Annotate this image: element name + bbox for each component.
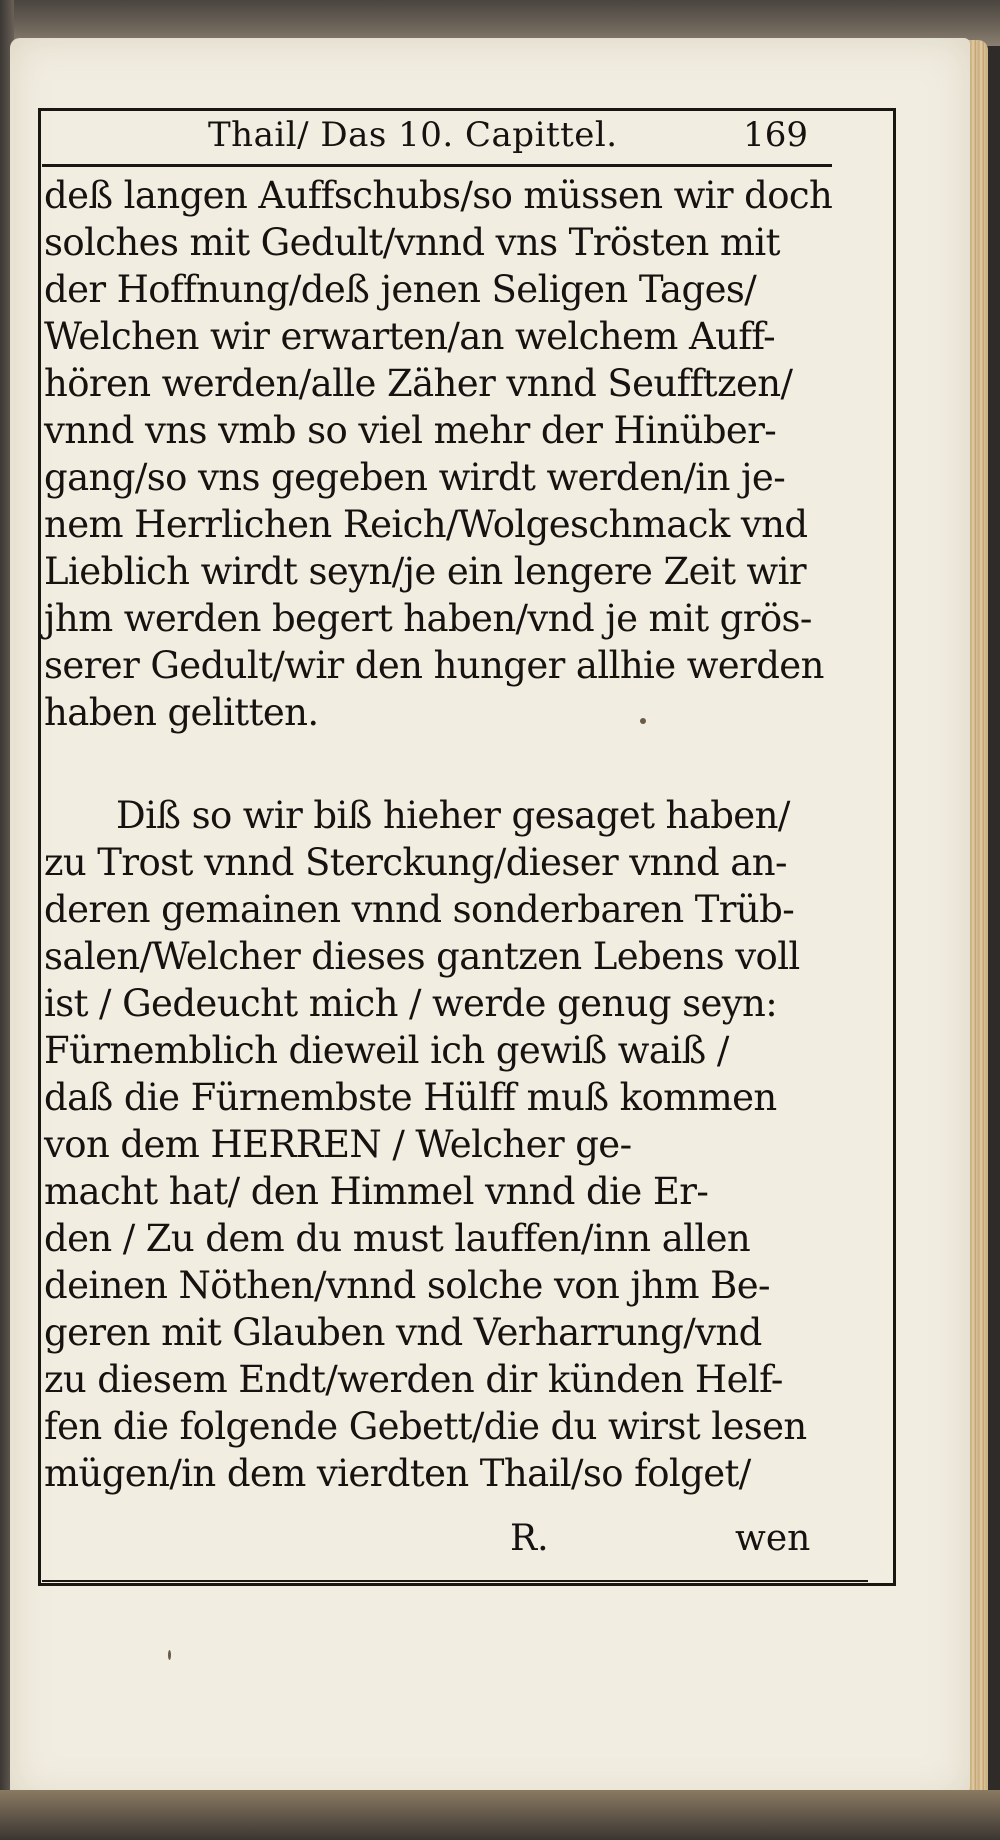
- book-binding-bottom: [0, 1790, 1000, 1840]
- paragraph-2: [44, 792, 844, 1497]
- text-line: haben gelitten.: [44, 691, 319, 734]
- catchword: wen: [735, 1518, 811, 1559]
- header-rule: [42, 164, 832, 167]
- text-line: serer Gedult/wir den hunger allhie werden: [44, 644, 824, 687]
- text-line: Diß so wir biß hieher gesaget haben/: [116, 794, 790, 837]
- ink-speck: [640, 718, 646, 724]
- text-line: von dem HERREN / Welcher ge-: [44, 1123, 632, 1166]
- text-line: vnnd vns vmb so viel mehr der Hinüber-: [44, 409, 777, 452]
- text-line: salen/Welcher dieses gantzen Lebens voll: [44, 935, 800, 978]
- text-line: deinen Nöthen/vnnd solche von jhm Be-: [44, 1264, 770, 1307]
- footer-rule: [42, 1580, 868, 1582]
- ink-speck: [168, 1650, 171, 1660]
- text-line: Fürnemblich dieweil ich gewiß waiß /: [44, 1029, 729, 1072]
- running-head: [48, 110, 818, 160]
- text-line: der Hoffnung/deß jenen Seligen Tages/: [44, 268, 757, 311]
- text-line: zu Trost vnnd Sterckung/dieser vnnd an-: [44, 841, 787, 884]
- running-title: Thail/ Das 10. Capittel.: [208, 115, 618, 155]
- text-line: Lieblich wirdt seyn/je ein lengere Zeit wir: [44, 550, 806, 593]
- text-line: hören werden/alle Zäher vnnd Seufftzen/: [44, 362, 793, 405]
- text-line: daß die Fürnembste Hülff muß kommen: [44, 1076, 777, 1119]
- text-line: nem Herrlichen Reich/Wolgeschmack vnd: [44, 503, 808, 546]
- text-line: zu diesem Endt/werden dir künden Helf-: [44, 1358, 783, 1401]
- text-line: jhm werden begert haben/vnd je mit grös-: [44, 597, 812, 640]
- signature-mark: R.: [510, 1518, 549, 1559]
- paragraph-1: [44, 172, 844, 736]
- text-line: solches mit Gedult/vnnd vns Trösten mit: [44, 221, 780, 264]
- text-line: ist / Gedeucht mich / werde genug seyn:: [44, 982, 778, 1025]
- text-line: Welchen wir erwarten/an welchem Auff-: [44, 315, 776, 358]
- text-line: macht hat/ den Himmel vnnd die Er-: [44, 1170, 709, 1213]
- text-line: fen die folgende Gebett/die du wirst lesen: [44, 1405, 807, 1448]
- text-line: deß langen Auffschubs/so müssen wir doch: [44, 174, 833, 217]
- page-number: 169: [743, 115, 808, 155]
- text-line: geren mit Glauben vnd Verharrung/vnd: [44, 1311, 762, 1354]
- text-line: gang/so vns gegeben wirdt werden/in je-: [44, 456, 786, 499]
- text-line: deren gemainen vnnd sonderbaren Trüb-: [44, 888, 795, 931]
- text-line: mügen/in dem vierdten Thail/so folget/: [44, 1452, 751, 1495]
- text-line: den / Zu dem du must lauffen/inn allen: [44, 1217, 751, 1260]
